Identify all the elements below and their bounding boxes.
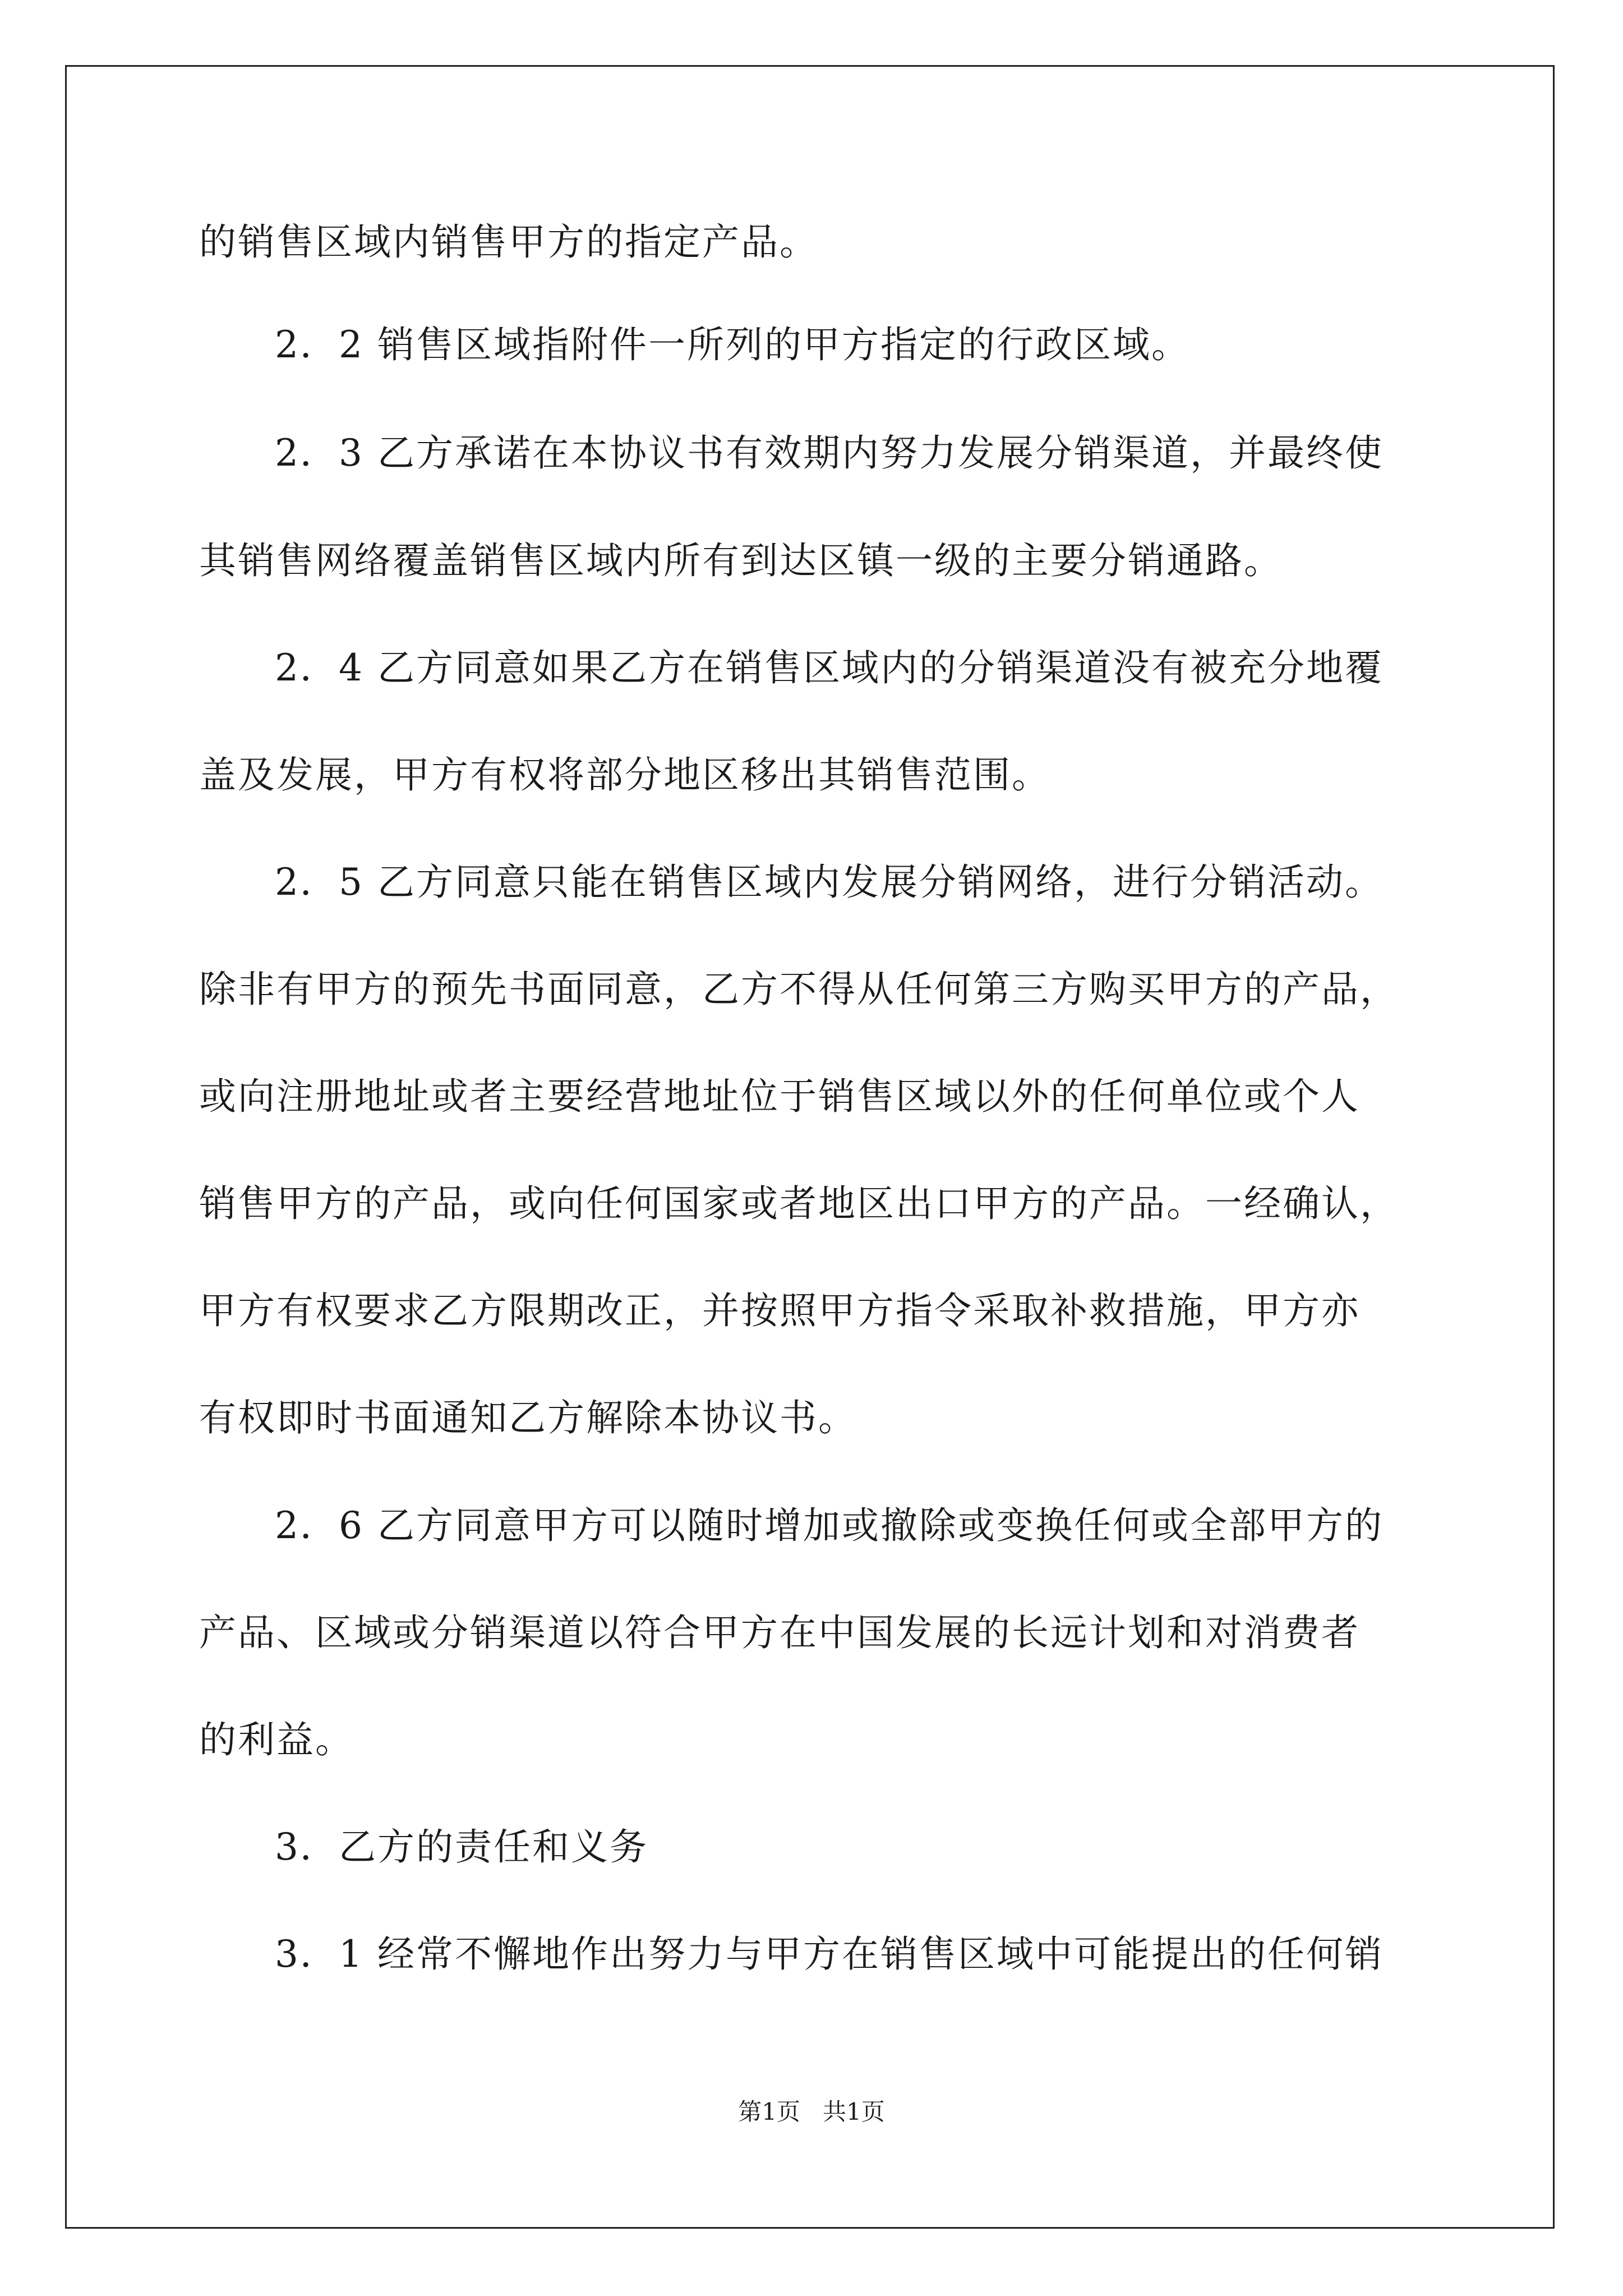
page-border: [65, 65, 1555, 2229]
text-line: 的利益。: [199, 1718, 354, 1761]
page-footer: 第1页 共1页: [738, 2098, 885, 2125]
text-line: 2．2 销售区域指附件一所列的甲方指定的行政区域。: [275, 323, 1190, 366]
text-line: 除非有甲方的预先书面同意，乙方不得从任何第三方购买甲方的产品，: [199, 968, 1399, 1011]
text-line: 3．乙方的责任和义务: [275, 1825, 648, 1869]
text-line: 其销售网络覆盖销售区域内所有到达区镇一级的主要分销通路。: [199, 539, 1283, 582]
text-line: 销售甲方的产品，或向任何国家或者地区出口甲方的产品。一经确认，: [199, 1182, 1399, 1225]
text-line: 产品、区域或分销渠道以符合甲方在中国发展的长远计划和对消费者: [199, 1611, 1360, 1654]
text-line: 2．5 乙方同意只能在销售区域内发展分销网络，进行分销活动。: [275, 861, 1384, 904]
text-line: 有权即时书面通知乙方解除本协议书。: [199, 1396, 857, 1439]
text-line: 甲方有权要求乙方限期改正，并按照甲方指令采取补救措施，甲方亦: [199, 1289, 1360, 1332]
text-line: 2．6 乙方同意甲方可以随时增加或撤除或变换任何或全部甲方的: [275, 1504, 1384, 1547]
text-line: 盖及发展，甲方有权将部分地区移出其销售范围。: [199, 753, 1050, 797]
text-line: 2．3 乙方承诺在本协议书有效期内努力发展分销渠道，并最终使: [275, 431, 1384, 475]
text-line: 或向注册地址或者主要经营地址位于销售区域以外的任何单位或个人: [199, 1075, 1360, 1118]
text-line: 2．4 乙方同意如果乙方在销售区域内的分销渠道没有被充分地覆: [275, 646, 1384, 689]
text-line: 的销售区域内销售甲方的指定产品。: [199, 220, 818, 264]
text-line: 3．1 经常不懈地作出努力与甲方在销售区域中可能提出的任何销: [275, 1932, 1384, 1976]
